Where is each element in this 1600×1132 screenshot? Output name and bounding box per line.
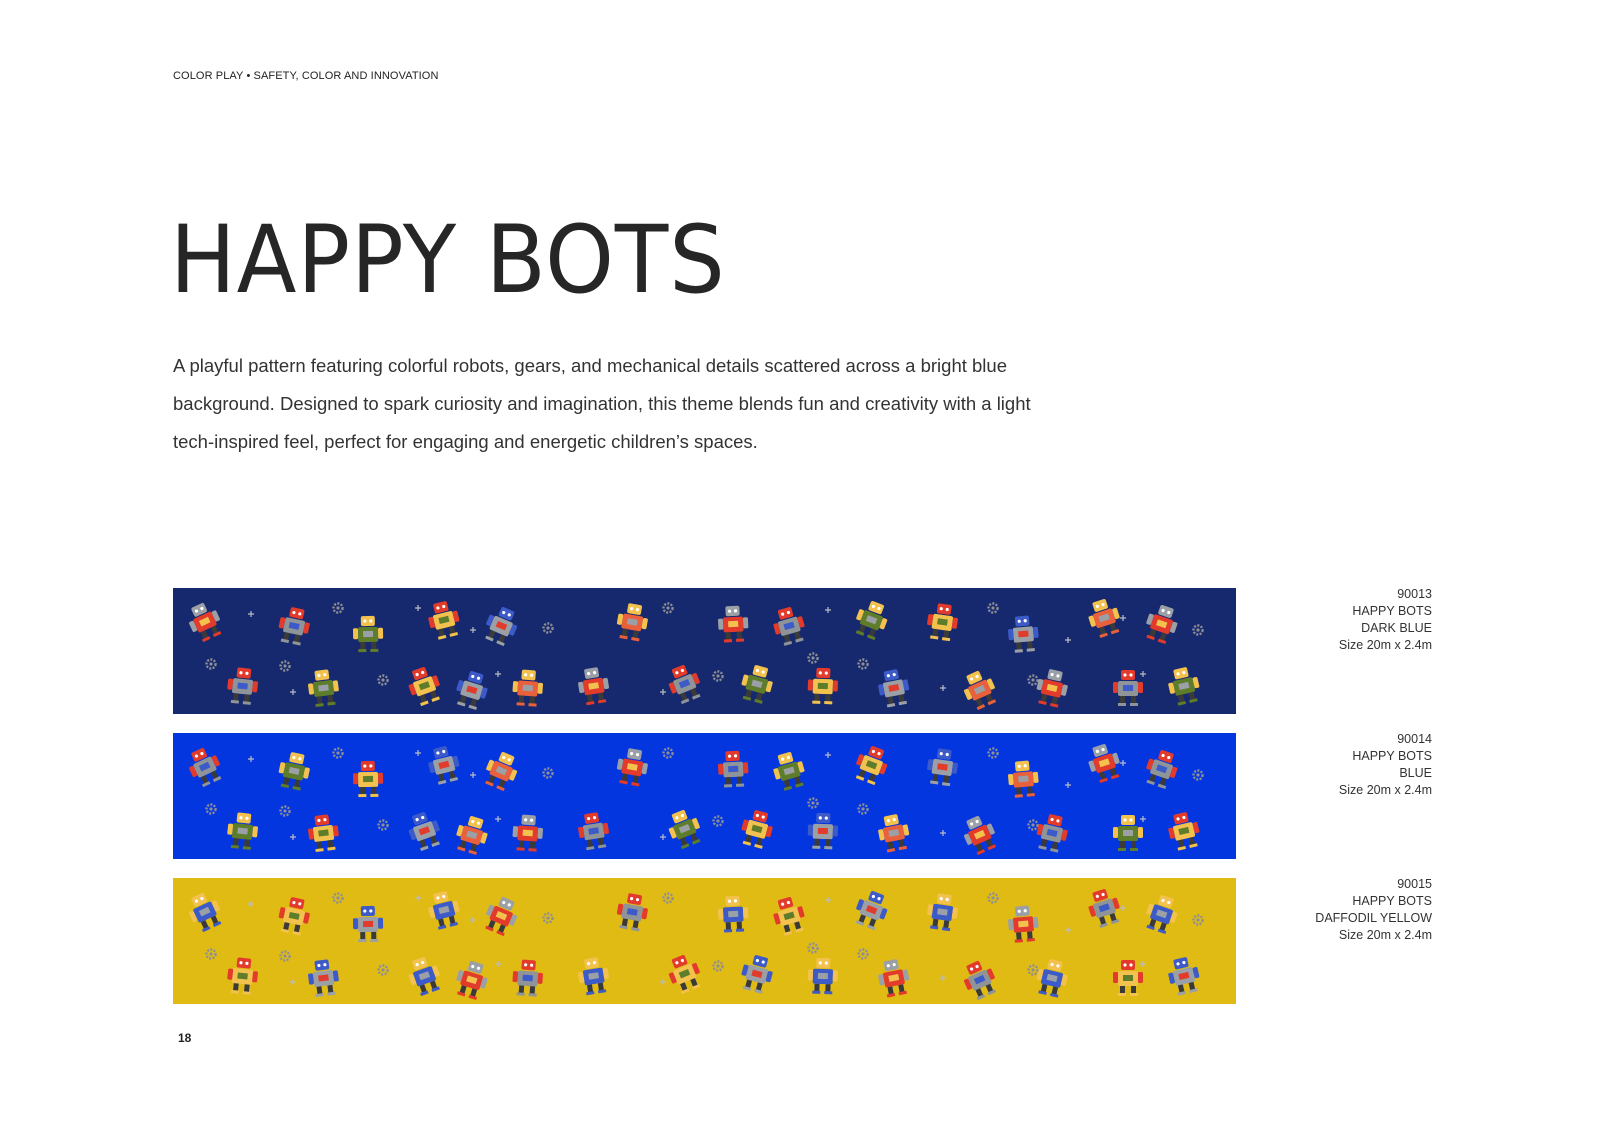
product-name: HAPPY BOTS bbox=[1352, 894, 1432, 908]
product-spec-90013 bbox=[1192, 586, 1432, 654]
description-line: background. Designed to spark curiosity and imagination, this theme blends fun and creativity with a light bbox=[173, 393, 1031, 414]
description-line: A playful pattern featuring colorful robots, gears, and mechanical details scattered across a bright blue bbox=[173, 355, 1007, 376]
product-name: HAPPY BOTS bbox=[1352, 749, 1432, 763]
product-name: HAPPY BOTS bbox=[1352, 604, 1432, 618]
description bbox=[173, 347, 1133, 461]
swatch-daffodil-yellow bbox=[173, 878, 1236, 1004]
product-spec-90015 bbox=[1192, 876, 1432, 944]
product-size: Size 20m x 2.4m bbox=[1338, 783, 1432, 797]
swatch-dark-blue bbox=[173, 588, 1236, 714]
robot-pattern-svg bbox=[173, 733, 1236, 859]
product-code: 90015 bbox=[1397, 877, 1432, 891]
robot-pattern-svg bbox=[173, 588, 1236, 714]
description-line: tech-inspired feel, perfect for engaging and energetic children’s spaces. bbox=[173, 431, 758, 452]
product-code: 90013 bbox=[1397, 587, 1432, 601]
product-color-name: BLUE bbox=[1399, 766, 1432, 780]
product-size: Size 20m x 2.4m bbox=[1338, 928, 1432, 942]
page-number: 18 bbox=[178, 1031, 192, 1045]
page-title: HAPPY BOTS bbox=[170, 206, 726, 315]
product-size: Size 20m x 2.4m bbox=[1338, 638, 1432, 652]
swatch-blue bbox=[173, 733, 1236, 859]
header-kicker: COLOR PLAY • SAFETY, COLOR AND INNOVATION bbox=[173, 70, 439, 82]
product-spec-90014 bbox=[1192, 731, 1432, 799]
product-color-name: DARK BLUE bbox=[1361, 621, 1432, 635]
product-code: 90014 bbox=[1397, 732, 1432, 746]
robot-pattern-svg bbox=[173, 878, 1236, 1004]
product-color-name: DAFFODIL YELLOW bbox=[1315, 911, 1432, 925]
